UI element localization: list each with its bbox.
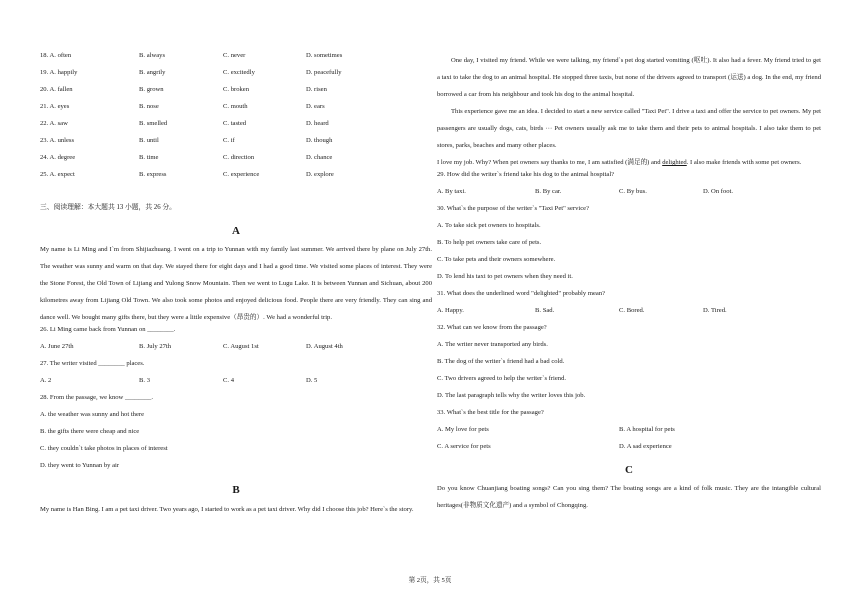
question-27-options: A. 2 B. 3 C. 4 D. 5: [40, 377, 318, 384]
question-32-option-c: C. Two drivers agreed to help the writer`s friend.: [437, 375, 567, 382]
question-29: 29. How did the writer`s friend take his dog to the animal hospital?: [437, 171, 615, 178]
question-31-options: A. Happy. B. Sad. C. Bored. D. Tired.: [437, 307, 727, 314]
question-32-option-b: B. The dog of the writer`s friend had a bad cold.: [437, 358, 565, 365]
page-footer: 第 2页，共 5页: [408, 577, 452, 584]
question-30: 30. What`s the purpose of the writer`s "Taxi Pet" service?: [437, 205, 590, 212]
vocab-row: 18. A. often B. always C. never D. sometimes: [40, 52, 343, 59]
question-26: 26. Li Ming came back from Yunnan on ________.: [40, 326, 176, 333]
question-28: 28. From the passage, we know ________.: [40, 394, 153, 401]
right-column: [437, 52, 821, 514]
question-30-option-a: A. To take sick pet owners to hospitals.: [437, 222, 541, 229]
question-26-options: A. June 27th B. July 27th C. August 1st D. August 4th: [40, 343, 343, 350]
section-title: 三、阅读理解：本大题共 13 小题，共 26 分。: [40, 204, 176, 211]
question-28-option-d: D. they went to Yunnan by air: [40, 462, 120, 469]
vocab-row: 20. A. fallen B. grown C. broken D. risen: [40, 86, 327, 93]
question-30-option-b: B. To help pet owners take care of pets.: [437, 239, 542, 246]
question-28-option-a: A. the weather was sunny and hot there: [40, 411, 145, 418]
question-27: 27. The writer visited ________ places.: [40, 360, 145, 367]
question-33: 33. What`s the best title for the passage?: [437, 409, 544, 416]
passage-a-heading: A: [232, 225, 240, 237]
passage-b-heading: B: [232, 484, 240, 496]
question-33-options-row-2: C. A service for pets D. A sad experience: [437, 443, 672, 450]
passage-b-paragraph-1: One day, I visited my friend. While we were talking, my friend`s pet dog started vomiting (呕吐). It also had a fever. My friend tried to get a taxi to take the dog to an animal hospital. He stopped three taxis, but none of the drivers agreed to transport (运送) a dog. In the end, my friend borrowed a car from his neighbour and took his dog to the animal hospital.: [437, 57, 821, 98]
passage-b-paragraph-3: I love my job. Why? When pet owners say thanks to me, I am satisfied (满足的) and delighted. I also make friends with some pet owners.: [437, 159, 802, 166]
question-29-options: A. By taxi. B. By car. C. By bus. D. On foot.: [437, 188, 734, 195]
left-column: [40, 52, 432, 518]
vocab-row: 23. A. unless B. until C. if D. though: [40, 137, 333, 144]
vocab-options-list: [40, 52, 432, 188]
passage-c-text: Do you know Chuanjiang boating songs? Can you sing them? The boating songs are a kind of folk music. They are the intangible cultural heritages(非物质文化遗产) and a symbol of Chongqing.: [437, 485, 821, 509]
passage-b-paragraph-2: This experience gave me an idea. I decided to start a new service called "Taxi Pet". I drive a taxi and offer the service to pet owners. My pet passengers are usually dogs, cats, birds ··· Pet owners usually ask me to take them and their pets to animal hospitals. I also take them to pet stores, parks, beaches and many other places.: [437, 108, 821, 149]
vocab-row: 19. A. happily B. angrily C. excitedly D. peacefully: [40, 69, 342, 76]
passage-a-text: My name is Li Ming and I`m from Shijiazhuang. I went on a trip to Yunnan with my family last summer. We arrived there by plane on July 27th. The weather was sunny and warm on that day. We stayed there for eight days and I had a good time. We visited some places of interest. They were the Stone Forest, the Old Town of Lijiang and Yulong Snow Mountain. Then we went to Lugu Lake. It is between Yunnan and Sichuan, about 200 kilometres away from Lijiang Old Town. We also took some photos and enjoyed delicious food. People there are very friendly. They can sing and dance well. We bought many gifts there, but they were a little expensive（昂贵的）. We had a wonderful trip.: [40, 246, 432, 321]
passage-c-heading: C: [625, 464, 633, 476]
question-32: 32. What can we know from the passage?: [437, 324, 547, 331]
vocab-row: 25. A. expect B. express C. experience D. explore: [40, 171, 334, 178]
vocab-row: 21. A. eyes B. nose C. mouth D. ears: [40, 103, 325, 110]
question-31: 31. What does the underlined word "delighted" probably mean?: [437, 290, 606, 297]
question-33-options-row-1: A. My love for pets B. A hospital for pets: [437, 426, 675, 433]
underlined-word: delighted: [662, 159, 687, 166]
vocab-row: 24. A. degree B. time C. direction D. chance: [40, 154, 333, 161]
question-28-option-b: B. the gifts there were cheap and nice: [40, 428, 140, 435]
passage-b-intro: My name is Han Bing. I am a pet taxi driver. Two years ago, I started to work as a pet taxi driver. Why did I choose this job? Here`s the story.: [40, 506, 414, 513]
question-28-option-c: C. they couldn`t take photos in places of interest: [40, 445, 168, 452]
question-32-option-d: D. The last paragraph tells why the writer loves this job.: [437, 392, 586, 399]
vocab-row: 22. A. saw B. smelled C. tasted D. heard: [40, 120, 329, 127]
question-32-option-a: A. The writer never transported any birds.: [437, 341, 548, 348]
question-30-option-c: C. To take pets and their owners somewhere.: [437, 256, 556, 263]
question-30-option-d: D. To lend his taxi to pet owners when they need it.: [437, 273, 573, 280]
